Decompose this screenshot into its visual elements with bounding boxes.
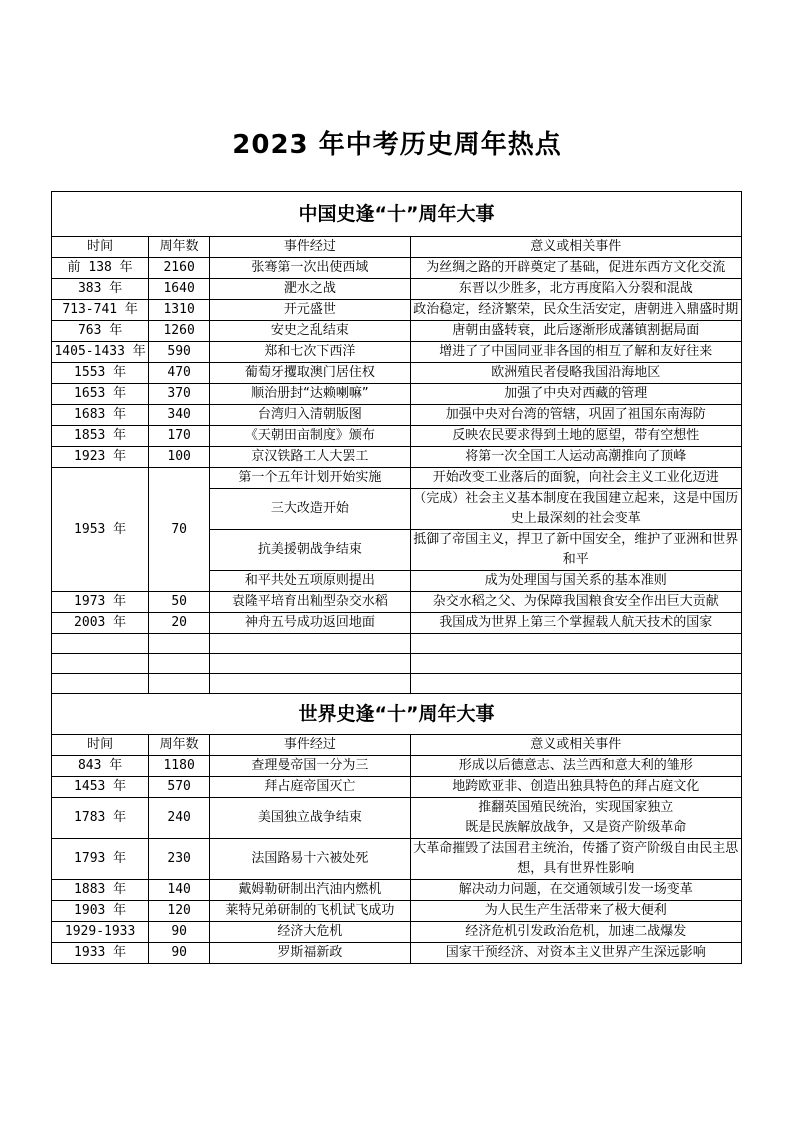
table-row bbox=[52, 384, 742, 405]
china-header-row bbox=[52, 237, 742, 258]
cell-event: 葡萄牙攫取澳门居住权 bbox=[210, 363, 411, 384]
cell-years: 590 bbox=[149, 342, 210, 363]
header-significance: 意义或相关事件 bbox=[410, 735, 741, 756]
header-time: 时间 bbox=[52, 735, 149, 756]
table-row bbox=[52, 363, 742, 384]
table-row bbox=[52, 839, 742, 880]
table-row bbox=[52, 321, 742, 342]
cell-significance: 政治稳定，经济繁荣，民众生活安定，唐朝进入鼎盛时期 bbox=[410, 300, 741, 321]
empty-cell bbox=[149, 654, 210, 674]
empty-cell bbox=[410, 634, 741, 654]
cell-years: 2160 bbox=[149, 258, 210, 279]
cell-time: 1953 年 bbox=[52, 468, 149, 592]
cell-years: 50 bbox=[149, 592, 210, 613]
table-row bbox=[52, 943, 742, 964]
cell-significance: 反映农民要求得到土地的愿望，带有空想性 bbox=[410, 426, 741, 447]
cell-significance: 加强中央对台湾的管辖，巩固了祖国东南海防 bbox=[410, 405, 741, 426]
empty-row bbox=[52, 634, 742, 654]
cell-event: 张骞第一次出使西域 bbox=[210, 258, 411, 279]
cell-years: 70 bbox=[149, 468, 210, 592]
cell-significance: 为人民生产生活带来了极大便利 bbox=[410, 901, 741, 922]
cell-years: 340 bbox=[149, 405, 210, 426]
table-row bbox=[52, 880, 742, 901]
empty-cell bbox=[210, 654, 411, 674]
world-section-title: 世界史逢“十”周年大事 bbox=[52, 694, 742, 735]
cell-significance: 加强了中央对西藏的管理 bbox=[410, 384, 741, 405]
table-row bbox=[52, 777, 742, 798]
header-significance: 意义或相关事件 bbox=[410, 237, 741, 258]
cell-event: 淝水之战 bbox=[210, 279, 411, 300]
cell-time: 1653 年 bbox=[52, 384, 149, 405]
cell-years: 1640 bbox=[149, 279, 210, 300]
table-row bbox=[52, 922, 742, 943]
china-section-row bbox=[52, 192, 742, 237]
cell-significance bbox=[410, 798, 741, 839]
cell-time: 1973 年 bbox=[52, 592, 149, 613]
cell-event: 法国路易十六被处死 bbox=[210, 839, 411, 880]
cell-event: 拜占庭帝国灭亡 bbox=[210, 777, 411, 798]
cell-years: 570 bbox=[149, 777, 210, 798]
table-row bbox=[52, 426, 742, 447]
cell-significance: 形成以后德意志、法兰西和意大利的雏形 bbox=[410, 756, 741, 777]
cell-years: 170 bbox=[149, 426, 210, 447]
cell-event: 莱特兄弟研制的飞机试飞成功 bbox=[210, 901, 411, 922]
page-title: 2023 年中考历史周年热点 bbox=[232, 130, 562, 160]
cell-time: 1883 年 bbox=[52, 880, 149, 901]
cell-years: 20 bbox=[149, 613, 210, 634]
cell-time: 843 年 bbox=[52, 756, 149, 777]
cell-years: 1180 bbox=[149, 756, 210, 777]
cell-event: 开元盛世 bbox=[210, 300, 411, 321]
cell-significance: 将第一次全国工人运动高潮推向了顶峰 bbox=[410, 447, 741, 468]
cell-event: 第一个五年计划开始实施 bbox=[210, 468, 411, 489]
cell-time: 383 年 bbox=[52, 279, 149, 300]
cell-years: 1310 bbox=[149, 300, 210, 321]
table-row bbox=[52, 592, 742, 613]
cell-significance: 东晋以少胜多，北方再度陷入分裂和混战 bbox=[410, 279, 741, 300]
empty-cell bbox=[210, 634, 411, 654]
table-row bbox=[52, 901, 742, 922]
cell-significance: 为丝绸之路的开辟奠定了基础，促进东西方文化交流 bbox=[410, 258, 741, 279]
cell-event: 罗斯福新政 bbox=[210, 943, 411, 964]
cell-significance: 地跨欧亚非、创造出独具特色的拜占庭文化 bbox=[410, 777, 741, 798]
empty-cell bbox=[52, 654, 149, 674]
cell-time: 1793 年 bbox=[52, 839, 149, 880]
empty-cell bbox=[149, 634, 210, 654]
cell-significance: 我国成为世界上第三个掌握载人航天技术的国家 bbox=[410, 613, 741, 634]
cell-time: 1553 年 bbox=[52, 363, 149, 384]
table-row bbox=[52, 300, 742, 321]
cell-significance: （完成）社会主义基本制度在我国建立起来，这是中国历史上最深刻的社会变革 bbox=[410, 489, 741, 530]
empty-cell bbox=[210, 674, 411, 694]
table-row bbox=[52, 447, 742, 468]
cell-time: 713-741 年 bbox=[52, 300, 149, 321]
cell-time: 1783 年 bbox=[52, 798, 149, 839]
header-years: 周年数 bbox=[149, 735, 210, 756]
cell-event: 台湾归入清朝版图 bbox=[210, 405, 411, 426]
table-row bbox=[52, 405, 742, 426]
cell-significance: 大革命摧毁了法国君主统治，传播了资产阶级自由民主思想，具有世界性影响 bbox=[410, 839, 741, 880]
cell-event: 三大改造开始 bbox=[210, 489, 411, 530]
cell-years: 90 bbox=[149, 943, 210, 964]
cell-event: 《天朝田亩制度》颁布 bbox=[210, 426, 411, 447]
table-row bbox=[52, 468, 742, 489]
empty-cell bbox=[52, 634, 149, 654]
significance-line: 既是民族解放战争，又是资产阶级革命 bbox=[465, 820, 687, 835]
table-row bbox=[52, 756, 742, 777]
cell-years: 90 bbox=[149, 922, 210, 943]
cell-time: 1853 年 bbox=[52, 426, 149, 447]
cell-event: 查理曼帝国一分为三 bbox=[210, 756, 411, 777]
cell-significance: 开始改变工业落后的面貌，向社会主义工业化迈进 bbox=[410, 468, 741, 489]
empty-cell bbox=[410, 674, 741, 694]
table-row bbox=[52, 613, 742, 634]
table-row bbox=[52, 279, 742, 300]
cell-event: 京汉铁路工人大罢工 bbox=[210, 447, 411, 468]
cell-significance: 解决动力问题，在交通领域引发一场变革 bbox=[410, 880, 741, 901]
cell-years: 370 bbox=[149, 384, 210, 405]
cell-significance: 杂交水稻之父、为保障我国粮食安全作出巨大贡献 bbox=[410, 592, 741, 613]
empty-cell bbox=[52, 674, 149, 694]
cell-years: 240 bbox=[149, 798, 210, 839]
cell-time: 1923 年 bbox=[52, 447, 149, 468]
cell-time: 2003 年 bbox=[52, 613, 149, 634]
cell-event: 郑和七次下西洋 bbox=[210, 342, 411, 363]
cell-significance: 增进了了中国同亚非各国的相互了解和友好往来 bbox=[410, 342, 741, 363]
cell-time: 1929-1933 bbox=[52, 922, 149, 943]
cell-time: 763 年 bbox=[52, 321, 149, 342]
empty-cell bbox=[410, 654, 741, 674]
table-row bbox=[52, 258, 742, 279]
cell-event: 神舟五号成功返回地面 bbox=[210, 613, 411, 634]
header-years: 周年数 bbox=[149, 237, 210, 258]
cell-years: 470 bbox=[149, 363, 210, 384]
significance-line: 推翻英国殖民统治，实现国家独立 bbox=[478, 800, 674, 815]
table-row bbox=[52, 342, 742, 363]
world-header-row bbox=[52, 735, 742, 756]
cell-significance: 欧洲殖民者侵略我国沿海地区 bbox=[410, 363, 741, 384]
cell-event: 顺治册封“达赖喇嘛” bbox=[210, 384, 411, 405]
table-row bbox=[52, 798, 742, 839]
empty-row bbox=[52, 654, 742, 674]
cell-years: 140 bbox=[149, 880, 210, 901]
cell-significance: 抵御了帝国主义，捍卫了新中国安全，维护了亚洲和世界和平 bbox=[410, 530, 741, 571]
cell-time: 前 138 年 bbox=[52, 258, 149, 279]
header-time: 时间 bbox=[52, 237, 149, 258]
history-table bbox=[51, 191, 742, 964]
cell-time: 1683 年 bbox=[52, 405, 149, 426]
cell-years: 100 bbox=[149, 447, 210, 468]
cell-time: 1453 年 bbox=[52, 777, 149, 798]
cell-event: 经济大危机 bbox=[210, 922, 411, 943]
cell-significance: 国家干预经济、对资本主义世界产生深远影响 bbox=[410, 943, 741, 964]
header-event: 事件经过 bbox=[210, 735, 411, 756]
cell-event: 美国独立战争结束 bbox=[210, 798, 411, 839]
cell-time: 1933 年 bbox=[52, 943, 149, 964]
cell-time: 1903 年 bbox=[52, 901, 149, 922]
cell-years: 230 bbox=[149, 839, 210, 880]
cell-event: 戴姆勒研制出汽油内燃机 bbox=[210, 880, 411, 901]
cell-years: 120 bbox=[149, 901, 210, 922]
cell-significance: 经济危机引发政治危机，加速二战爆发 bbox=[410, 922, 741, 943]
cell-event: 和平共处五项原则提出 bbox=[210, 571, 411, 592]
empty-cell bbox=[149, 674, 210, 694]
cell-event: 抗美援朝战争结束 bbox=[210, 530, 411, 571]
cell-event: 袁隆平培育出籼型杂交水稻 bbox=[210, 592, 411, 613]
cell-time: 1405-1433 年 bbox=[52, 342, 149, 363]
header-event: 事件经过 bbox=[210, 237, 411, 258]
cell-significance: 成为处理国与国关系的基本准则 bbox=[410, 571, 741, 592]
cell-significance: 唐朝由盛转衰，此后逐渐形成藩镇割据局面 bbox=[410, 321, 741, 342]
world-section-row bbox=[52, 694, 742, 735]
empty-row bbox=[52, 674, 742, 694]
cell-event: 安史之乱结束 bbox=[210, 321, 411, 342]
cell-years: 1260 bbox=[149, 321, 210, 342]
china-section-title: 中国史逢“十”周年大事 bbox=[52, 192, 742, 237]
